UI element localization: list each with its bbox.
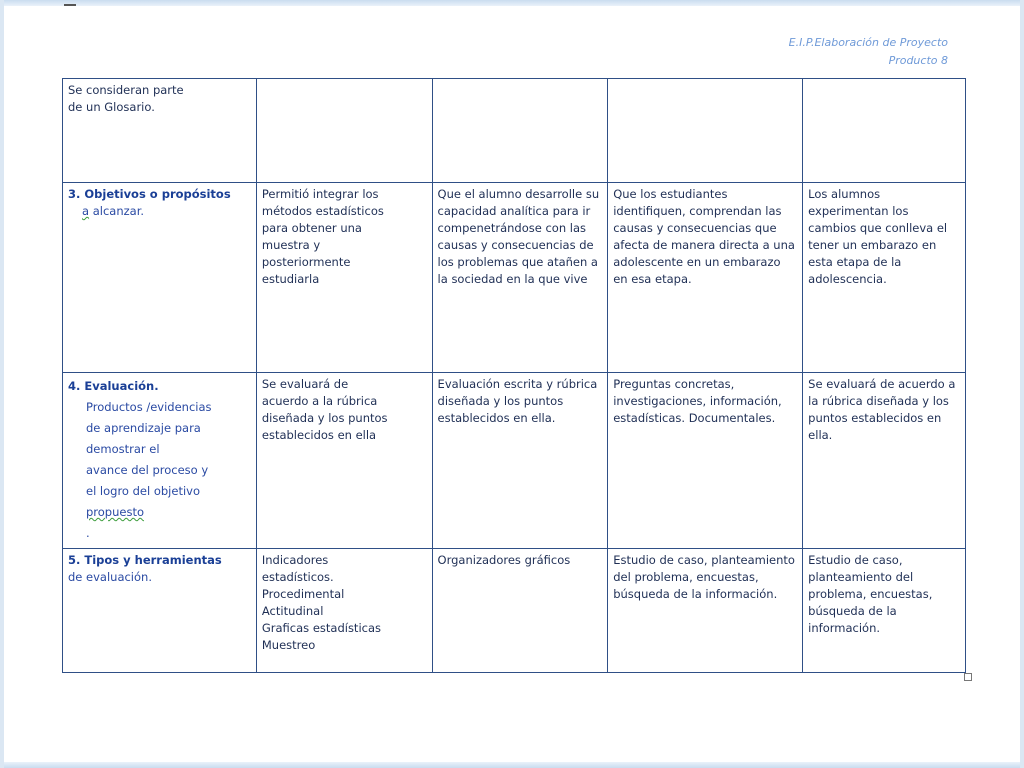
cell-line: para obtener una bbox=[261, 221, 362, 235]
spell-underlined-word: a bbox=[82, 204, 90, 218]
cell-line: Actitudinal bbox=[261, 604, 324, 618]
table-cell[interactable] bbox=[63, 373, 257, 549]
cell-line: Se evaluará de bbox=[261, 377, 349, 391]
row-title: 3. Objetivos o propósitos bbox=[68, 187, 231, 201]
cell-line: diseñada y los puntos bbox=[261, 411, 388, 425]
page-header bbox=[789, 34, 948, 70]
cell-line bbox=[68, 502, 251, 544]
cell-line-suffix: . bbox=[86, 526, 90, 540]
table-cell[interactable] bbox=[256, 549, 432, 673]
row-title-cont bbox=[68, 203, 251, 220]
planning-table[interactable] bbox=[62, 78, 966, 673]
cell-line: Productos /evidencias bbox=[86, 400, 212, 414]
table-cell[interactable]: Estudio de caso, planteamiento del problema, encuestas, búsqueda de la información. bbox=[803, 549, 966, 673]
table-cell[interactable]: Evaluación escrita y rúbrica diseñada y los puntos establecidos en ella. bbox=[432, 373, 608, 549]
table-cell[interactable] bbox=[63, 183, 257, 373]
text-cursor-mark bbox=[64, 4, 76, 6]
window-bottom-border bbox=[0, 762, 1024, 768]
table-cell[interactable]: Los alumnos experimentan los cambios que conlleva el tener un embarazo en esta etapa de la adolescencia. bbox=[803, 183, 966, 373]
table-cell[interactable] bbox=[608, 79, 803, 183]
spell-underlined-word: propuesto bbox=[86, 505, 145, 519]
cell-line: Graficas estadísticas bbox=[261, 621, 381, 635]
table-cell[interactable]: Preguntas concretas, investigaciones, información, estadísticas. Documentales. bbox=[608, 373, 803, 549]
table-row-objectives bbox=[63, 183, 966, 373]
row-title-cont: de evaluación. bbox=[68, 570, 152, 584]
cell-line: el logro del objetivo bbox=[86, 484, 201, 498]
cell-line: Procedimental bbox=[261, 587, 345, 601]
table-cell[interactable] bbox=[803, 79, 966, 183]
table-cell[interactable] bbox=[432, 79, 608, 183]
header-title: E.I.P.Elaboración de Proyecto bbox=[788, 36, 948, 49]
cell-line: métodos estadísticos bbox=[261, 204, 384, 218]
window-top-border bbox=[0, 0, 1024, 6]
row-title-cont-text: alcanzar. bbox=[89, 204, 145, 218]
table-cell[interactable] bbox=[256, 373, 432, 549]
cell-line: demostrar el bbox=[86, 442, 160, 456]
cell-line: Permitió integrar los bbox=[261, 187, 379, 201]
cell-line: establecidos en ella bbox=[261, 428, 377, 442]
cell-line: de aprendizaje para bbox=[86, 421, 201, 435]
table-row-evaluation bbox=[63, 373, 966, 549]
cell-line: avance del proceso y bbox=[86, 463, 209, 477]
cell-line: posteriormente bbox=[261, 255, 351, 269]
cell-line: estudiarla bbox=[261, 272, 320, 286]
table-cell[interactable] bbox=[63, 79, 257, 183]
table-cell[interactable]: Organizadores gráficos bbox=[432, 549, 608, 673]
table-cell[interactable] bbox=[63, 549, 257, 673]
table-cell[interactable] bbox=[256, 183, 432, 373]
cell-line: acuerdo a la rúbrica bbox=[261, 394, 378, 408]
cell-line: estadísticos. bbox=[261, 570, 334, 584]
table-cell[interactable]: Estudio de caso, planteamiento del problema, encuestas, búsqueda de la información. bbox=[608, 549, 803, 673]
row-title: 4. Evaluación. bbox=[68, 379, 159, 393]
header-product: Producto 8 bbox=[888, 54, 948, 67]
cell-line: de un Glosario. bbox=[68, 100, 155, 114]
table-row-evaluation-tools bbox=[63, 549, 966, 673]
cell-line: Muestreo bbox=[261, 638, 316, 652]
table-resize-handle[interactable] bbox=[964, 673, 972, 681]
cell-line: muestra y bbox=[261, 238, 321, 252]
window-left-border bbox=[0, 0, 4, 768]
window-right-border bbox=[1020, 0, 1024, 768]
cell-line: Se consideran parte bbox=[68, 83, 184, 97]
table-cell[interactable]: Que el alumno desarrolle su capacidad analítica para ir compenetrándose con las causas y consecuencias de los problemas que atañen a la sociedad en la que vive bbox=[432, 183, 608, 373]
cell-line: Indicadores bbox=[261, 553, 329, 567]
table-row-glossary bbox=[63, 79, 966, 183]
table-cell[interactable] bbox=[256, 79, 432, 183]
row-title: 5. Tipos y herramientas bbox=[68, 553, 222, 567]
table-cell[interactable]: Se evaluará de acuerdo a la rúbrica diseñada y los puntos establecidos en ella. bbox=[803, 373, 966, 549]
table-cell[interactable]: Que los estudiantes identifiquen, comprendan las causas y consecuencias que afecta de manera directa a una adolescente en un embarazo en esa etapa. bbox=[608, 183, 803, 373]
